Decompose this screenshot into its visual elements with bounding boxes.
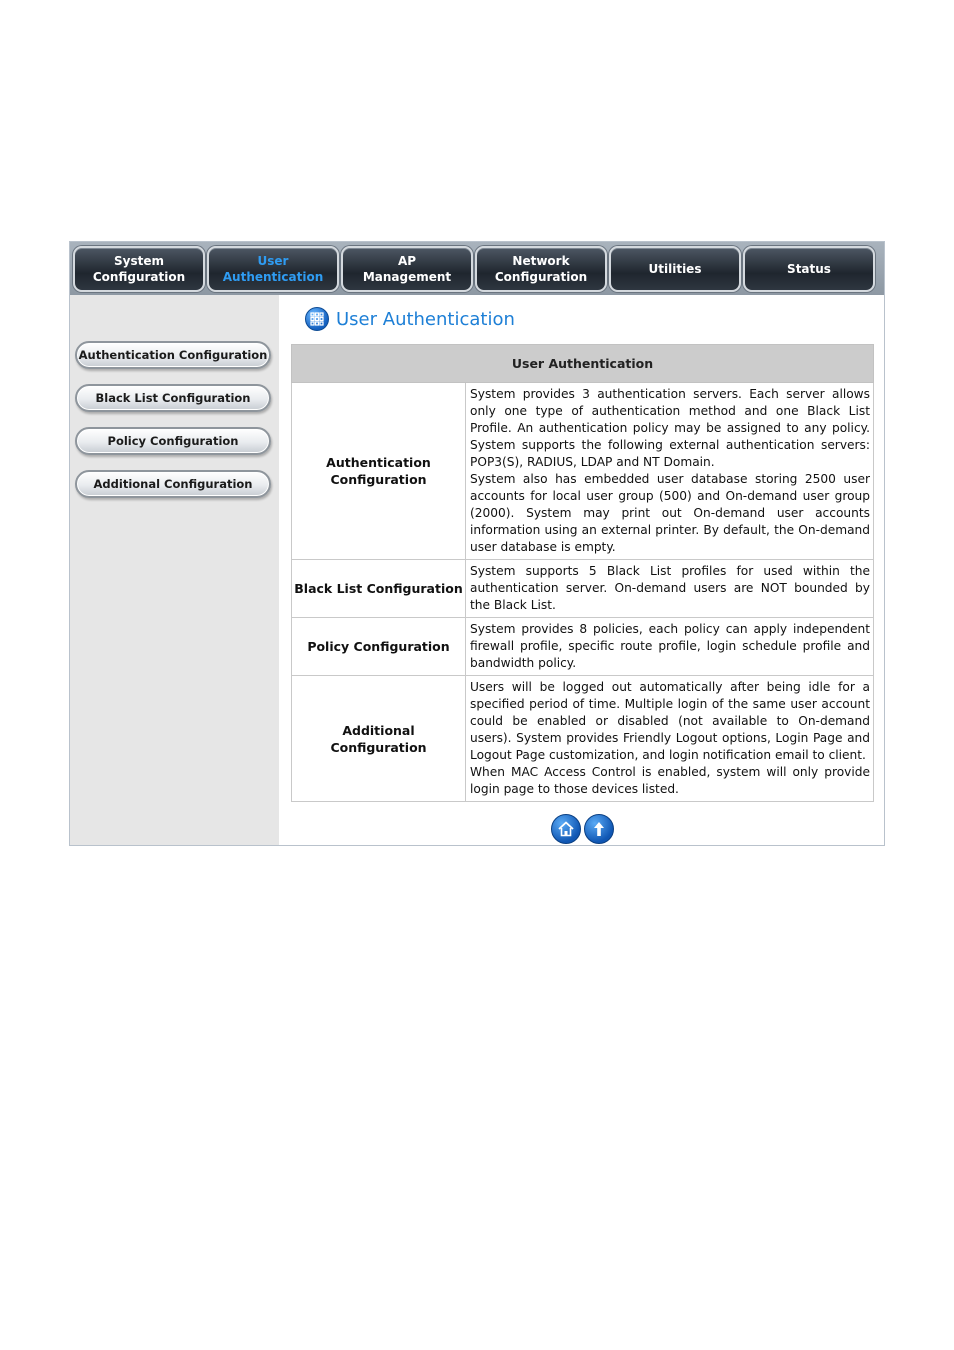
page-title: User Authentication [336, 308, 515, 330]
tab-utilities[interactable]: Utilities [609, 246, 741, 292]
sidebar-item-additional-configuration[interactable]: Additional Configuration [75, 470, 271, 498]
main-content [279, 295, 884, 845]
row-description [466, 676, 874, 802]
sidebar-item-black-list-configuration[interactable]: Black List Configuration [75, 384, 271, 412]
table-row [292, 560, 874, 618]
app-window [69, 241, 885, 846]
page-header [305, 307, 515, 331]
top-navigation [70, 242, 884, 295]
sidebar-item-policy-configuration[interactable]: Policy Configuration [75, 427, 271, 455]
row-description [466, 383, 874, 560]
tab-user-authentication[interactable]: User Authentication [207, 246, 339, 292]
tab-ap-management[interactable]: AP Management [341, 246, 473, 292]
sidebar-item-authentication-configuration[interactable]: Authentication Configuration [75, 341, 271, 369]
table-header: User Authentication [292, 345, 874, 383]
row-label: Additional Configuration [292, 676, 466, 802]
footer-buttons [551, 814, 614, 844]
table-row [292, 676, 874, 802]
row-label: Policy Configuration [292, 618, 466, 676]
row-description [466, 618, 874, 676]
row-label: Authentication Configuration [292, 383, 466, 560]
tab-system-configuration[interactable]: System Configuration [73, 246, 205, 292]
table-row [292, 618, 874, 676]
description-paragraph: Users will be logged out automatically after being idle for a specified period of time. Multiple login of the same user account could be enabled or disabled (not available to On-demand users). System provides Friendly Logout options, Login Page and Logout Page customization, and login notification email to client. [470, 680, 870, 762]
table-header-row [292, 345, 874, 383]
description-paragraph: System provides 8 policies, each policy can apply independent firewall profile, specific route profile, login schedule profile and bandwidth policy. [470, 622, 870, 670]
home-icon[interactable] [551, 814, 581, 844]
description-paragraph: When MAC Access Control is enabled, system will only provide login page to those devices listed. [470, 765, 870, 796]
description-paragraph: System supports 5 Black List profiles for used within the authentication server. On-demand users are NOT bounded by the Black List. [470, 564, 870, 612]
tab-network-configuration[interactable]: Network Configuration [475, 246, 607, 292]
back-to-top-icon[interactable] [584, 814, 614, 844]
info-table [291, 344, 874, 802]
tab-status[interactable]: Status [743, 246, 875, 292]
description-paragraph: System provides 3 authentication servers. Each server allows only one type of authentication method and one Black List Profile. An authentication policy may be assigned to any policy. System supports the following external authentication servers: POP3(S), RADIUS, LDAP and NT Domain. [470, 387, 870, 469]
row-description [466, 560, 874, 618]
description-paragraph: System also has embedded user database storing 2500 user accounts for local user group (500) and On-demand user group (2000). System may print out On-demand user accounts information using an external printer. By default, the On-demand user database is empty. [470, 472, 870, 554]
row-label: Black List Configuration [292, 560, 466, 618]
table-row [292, 383, 874, 560]
sidebar [70, 295, 279, 845]
grid-icon [305, 307, 329, 331]
